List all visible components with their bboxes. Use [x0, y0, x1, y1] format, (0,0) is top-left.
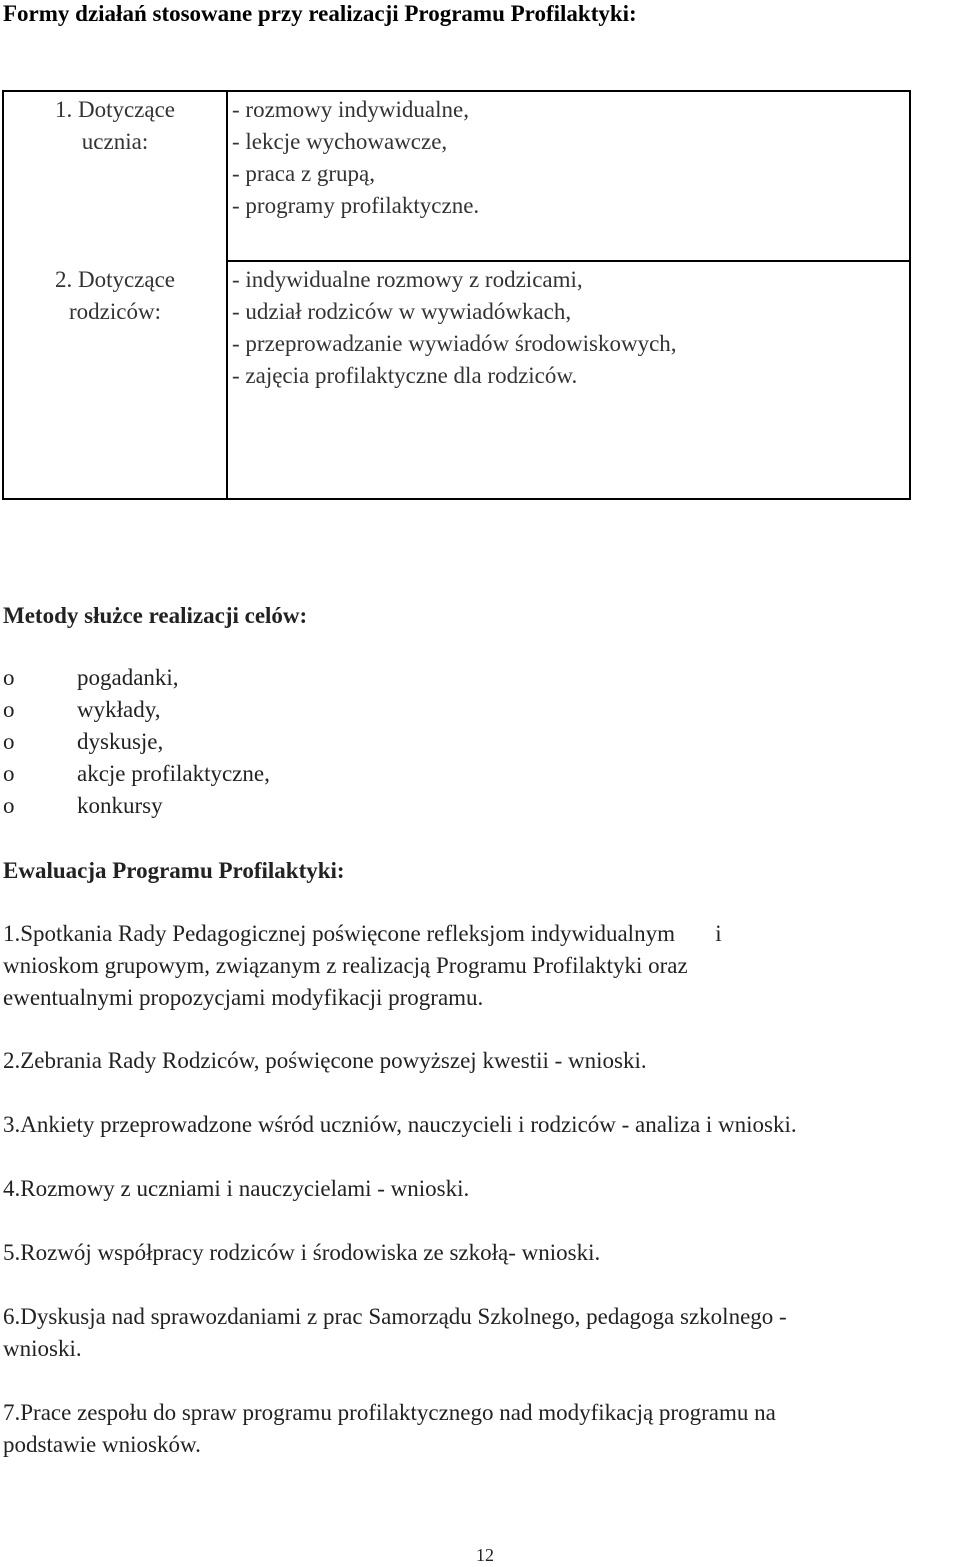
text-line: 7.Prace zespołu do spraw programu profilaktycznego nad modyfikacją programu na [3, 1400, 776, 1425]
list-item: - indywidualne rozmowy z rodzicami, [232, 267, 583, 292]
list-item-text: akcje profilaktyczne, [77, 761, 270, 786]
list-item: - zajęcia profilaktyczne dla rodziców. [232, 363, 578, 388]
evaluation-point-3 [3, 1109, 797, 1141]
evaluation-point-7 [3, 1397, 776, 1461]
evaluation-point-6 [3, 1301, 787, 1365]
text-line: wnioski. [3, 1336, 82, 1361]
methods-heading: Metody służce realizacji celów: [3, 603, 308, 628]
text-line: wnioskom grupowym, związanym z realizacją Programu Profilaktyki oraz [3, 953, 688, 978]
label-line: ucznia: [81, 129, 149, 154]
evaluation-point-4 [3, 1173, 469, 1205]
text-line: 6.Dyskusja nad sprawozdaniami z prac Samorządu Szkolnego, pedagoga szkolnego - [3, 1304, 787, 1329]
text-line: 3.Ankiety przeprowadzone wśród uczniów, nauczycieli i rodziców - analiza i wnioski. [3, 1112, 797, 1137]
evaluation-heading: Ewaluacja Programu Profilaktyki: [3, 858, 345, 883]
list-item-text: dyskusje, [77, 729, 164, 754]
table-row-items-student [228, 94, 909, 222]
list-item: - lekcje wychowawcze, [232, 129, 448, 154]
text-line: 2.Zebrania Rady Rodziców, poświęcone powyższej kwestii - wnioski. [3, 1048, 647, 1073]
forms-table [2, 90, 911, 500]
page-number: 12 [476, 1545, 494, 1565]
bullet-icon: o [3, 729, 15, 754]
list-item-text: pogadanki, [77, 665, 179, 690]
list-item: - udział rodziców w wywiadówkach, [232, 299, 572, 324]
bullet-icon: o [3, 793, 15, 818]
text-line: 5.Rozwój współpracy rodziców i środowiska ze szkołą- wnioski. [3, 1240, 601, 1265]
list-item: - programy profilaktyczne. [232, 193, 480, 218]
evaluation-point-2 [3, 1045, 647, 1077]
text-line: 1.Spotkania Rady Pedagogicznej poświęcone refleksjom indywidualnym i [3, 921, 722, 946]
text-line: ewentualnymi propozycjami modyfikacji programu. [3, 985, 484, 1010]
list-item: - rozmowy indywidualne, [232, 97, 469, 122]
text-line: podstawie wniosków. [3, 1432, 201, 1457]
evaluation-point-1 [3, 918, 722, 1014]
bullet-icon: o [3, 697, 15, 722]
list-item-text: wykłady, [77, 697, 161, 722]
bullet-icon: o [3, 761, 15, 786]
page-title: Formy działań stosowane przy realizacji Programu Profilaktyki: [3, 1, 637, 26]
table-row-divider [226, 260, 909, 262]
list-item-text: konkursy [77, 793, 163, 818]
bullet-icon: o [3, 665, 15, 690]
evaluation-point-5 [3, 1237, 600, 1269]
label-line: 2. Dotyczące [54, 267, 176, 292]
table-row-items-parents [228, 264, 909, 392]
list-item: - przeprowadzanie wywiadów środowiskowych, [232, 331, 677, 356]
text-line: 4.Rozmowy z uczniami i nauczycielami - wnioski. [3, 1176, 470, 1201]
table-row-label-parents [4, 264, 226, 328]
table-row-label-student [4, 94, 226, 158]
label-line: 1. Dotyczące [54, 97, 176, 122]
list-item: - praca z grupą, [232, 161, 376, 186]
label-line: rodziców: [69, 299, 161, 324]
